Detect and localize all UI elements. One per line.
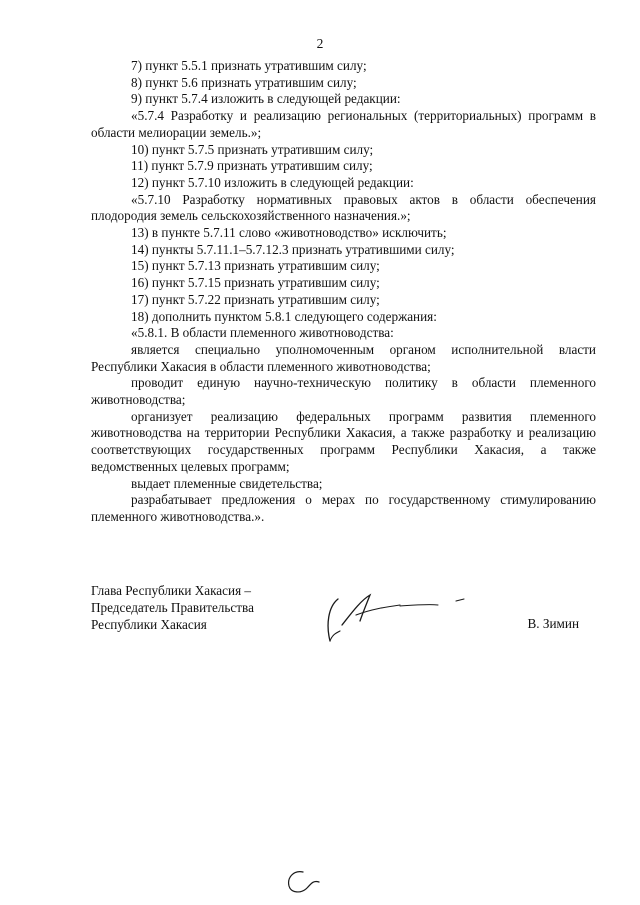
- page-number: 2: [316, 36, 324, 51]
- paragraph-item-7: 7) пункт 5.5.1 признать утратившим силу;: [131, 58, 367, 73]
- paragraph-item-11: 11) пункт 5.7.9 признать утратившим силу;: [131, 158, 373, 174]
- signatory-title: [91, 582, 254, 633]
- handwritten-initial: [283, 866, 327, 896]
- paragraph-quote-5-8-1: «5.8.1. В области племенного животноводства:: [131, 325, 394, 341]
- paragraph-item-9: 9) пункт 5.7.4 изложить в следующей редакции:: [131, 91, 401, 107]
- signatory-title-line: Глава Республики Хакасия –: [91, 583, 252, 598]
- paragraph-duty-certificates: выдает племенные свидетельства;: [131, 475, 323, 491]
- paragraph-duty-authority: является специально уполномоченным органом исполнительной власти Республики Хакасия в области племенного животноводства;: [91, 341, 596, 374]
- paragraph-duty-programs: организует реализацию федеральных программ развития племенного животноводства на территории Республики Хакасия, а также разработку и реализацию соответствующих государственных программ Республики Хакасия, а также ведомственных целевых программ;: [91, 408, 596, 474]
- paragraph-quote-5-7-10: «5.7.10 Разработку нормативных правовых актов в области обеспечения плодородия земель сельскохозяйственного назначения.»;: [91, 191, 596, 224]
- paragraph-item-17: 17) пункт 5.7.22 признать утратившим силу;: [131, 291, 380, 307]
- handwritten-signature: [320, 585, 480, 655]
- paragraph-quote-5-7-4: «5.7.4 Разработку и реализацию региональных (территориальных) программ в области мелиорации земель.»;: [91, 108, 596, 140]
- body-text: [91, 58, 596, 526]
- paragraph-item-15: 15) пункт 5.7.13 признать утратившим силу;: [131, 258, 380, 274]
- signatory-title-line: Республики Хакасия: [91, 617, 207, 632]
- paragraph-item-12: 12) пункт 5.7.10 изложить в следующей редакции:: [131, 174, 414, 190]
- paragraph-item-13: 13) в пункте 5.7.11 слово «животноводство» исключить;: [131, 225, 447, 241]
- paragraph-item-16: 16) пункт 5.7.15 признать утратившим силу;: [131, 275, 380, 291]
- paragraph-item-8: 8) пункт 5.6 признать утратившим силу;: [131, 74, 357, 90]
- paragraph-item-14: 14) пункты 5.7.11.1–5.7.12.3 признать утратившими силу;: [131, 241, 455, 257]
- signatory-title-line: Председатель Правительства: [91, 600, 254, 615]
- paragraph-item-18: 18) дополнить пунктом 5.8.1 следующего содержания:: [131, 308, 437, 324]
- paragraph-item-10: 10) пункт 5.7.5 признать утратившим силу;: [131, 141, 374, 157]
- paragraph-duty-proposals: разрабатывает предложения о мерах по государственному стимулированию племенного животноводства.».: [91, 492, 596, 524]
- signatory-name: В. Зимин: [527, 616, 579, 631]
- paragraph-duty-policy: проводит единую научно-техническую политику в области племенного животноводства;: [91, 375, 596, 408]
